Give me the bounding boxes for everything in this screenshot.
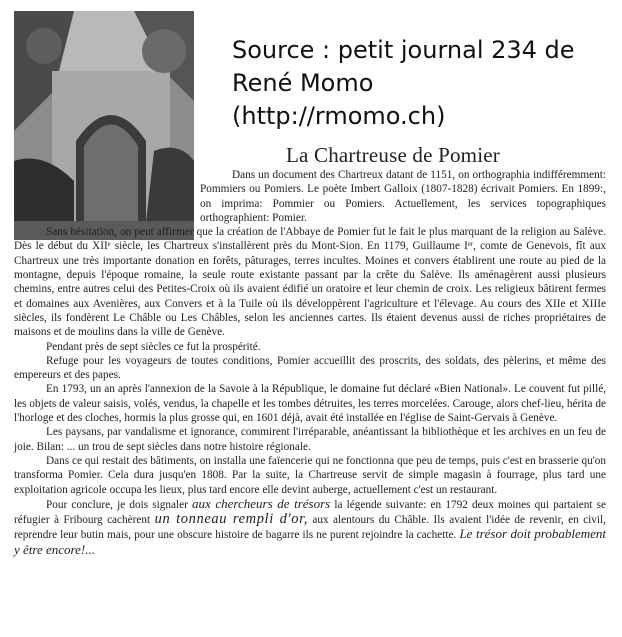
closing-intro: Pour conclure, je dois signaler xyxy=(46,498,188,511)
closing-middle: la légende suivante: en 1792 deux moines qui partaient se réfugier à Fribourg cachèrent xyxy=(14,498,607,527)
paragraph-3: Pendant près de sept siècles ce fut la prospérité. xyxy=(46,340,261,353)
paragraph-2: Sans hésitation, on peut affirmer que la création de l'Abbaye de Pomier fut le fait le plus marquant de la religion au Salève. Dès le début du XIIᵉ siècle, les Chartreux s'installèrent près du Mont-Sion. En 1179, Guillaume Iᵉʳ, comte de Genevois, fît aux Chartreux une très importante donation en forêts, pâturages, terres incultes. Moines et convers établirent une route au pied de la montagne, depuis l'époque romaine, la seule route existante passant par la crête du Salève. Ils aménagèrent aussi plusieurs chemins, entre autres celui des Petites-Croix où ils avaient édifié un oratoire et leur chemin de croix. Les religieux bâtirent fermes et domaines aux Avenières, aux Convers et à la Tuile où ils développèrent l'agriculture et l'élevage. Au cours des XIIe et XIIIe siècles, ils fondèrent Le Châble ou Les Châbles, selon les anciennes cartes. Ils étaient devenus aussi de riches propriétaires de maisons et de moulins dans la ville de Genève. xyxy=(14,226,606,339)
article-title: La Chartreuse de Pomier xyxy=(286,143,500,167)
source-caption xyxy=(232,34,612,133)
closing-paragraph xyxy=(14,497,606,558)
paragraph-5: En 1793, un an après l'annexion de la Savoie à la République, le domaine fut déclaré «Bien National». Le couvent fut pillé, les objets de valeur saisis, volés, vendus, la chapelle et les tombes détruites, les terres morcelées. Carouge, alors chef-lieu, hérita de l'horloge et des cloches, hormis la plus grosse qui, en 1601 déjà, avait été installée en l'église de Saint-Gervais à Genève. xyxy=(14,383,606,425)
source-line-2: René Momo xyxy=(232,69,374,97)
source-line-1: Source : petit journal 234 de xyxy=(232,36,575,64)
paragraph-6: Les paysans, par vandalisme et ignorance, commirent l'irréparable, anéantissant la bibliothèque et les archives en un feu de joie. Bilan: ... un trou de sept siècles dans notre histoire régionale. xyxy=(14,426,606,453)
closing-emphasis-barrel: un tonneau rempli d'or, xyxy=(154,511,308,528)
closing-emphasis-treasure: Le trésor doit probablement y être encore!... xyxy=(14,526,607,557)
paragraph-1: Dans un document des Chartreux datant de 1151, on orthographia indifféremment: Pommiers ou Pomiers. Le poète Imbert Galloix (1807-1828) écrivait Pomiers. En 1899:, on imprima: Pommier ou Pomiers. Actuellement, les services topographiques orthographient: Pomier. xyxy=(200,169,606,224)
paragraph-4: Refuge pour les voyageurs de toutes conditions, Pomier accueillit des proscrits, des soldats, des pèlerins, et même des empereurs et des papes. xyxy=(14,354,606,382)
closing-emphasis-treasure-hunters: aux chercheurs de trésors xyxy=(192,495,331,511)
closing-middle-2: aux alentours du Châble. Ils avaient l'idée de revenir, en civil, reprendre leur butin mais, pour une obscure histoire de bagarre ils ne purent rejoindre la cachette. xyxy=(14,514,606,542)
source-line-3: (http://rmomo.ch) xyxy=(232,102,446,130)
article-body xyxy=(14,168,606,558)
paragraph-7: Dans ce qui restait des bâtiments, on installa une faïencerie qui ne fonctionna que peu de temps, puis c'est en brasserie qu'on transforma Pomier. Cela dura jusqu'en 1808. Par la suite, la Chartreuse servit de simple magasin à fourrage, plus tard une exploitation agricole occupa les lieux, plus tard encore elle devint auberge, actuellement c'est un restaurant. xyxy=(14,454,606,496)
